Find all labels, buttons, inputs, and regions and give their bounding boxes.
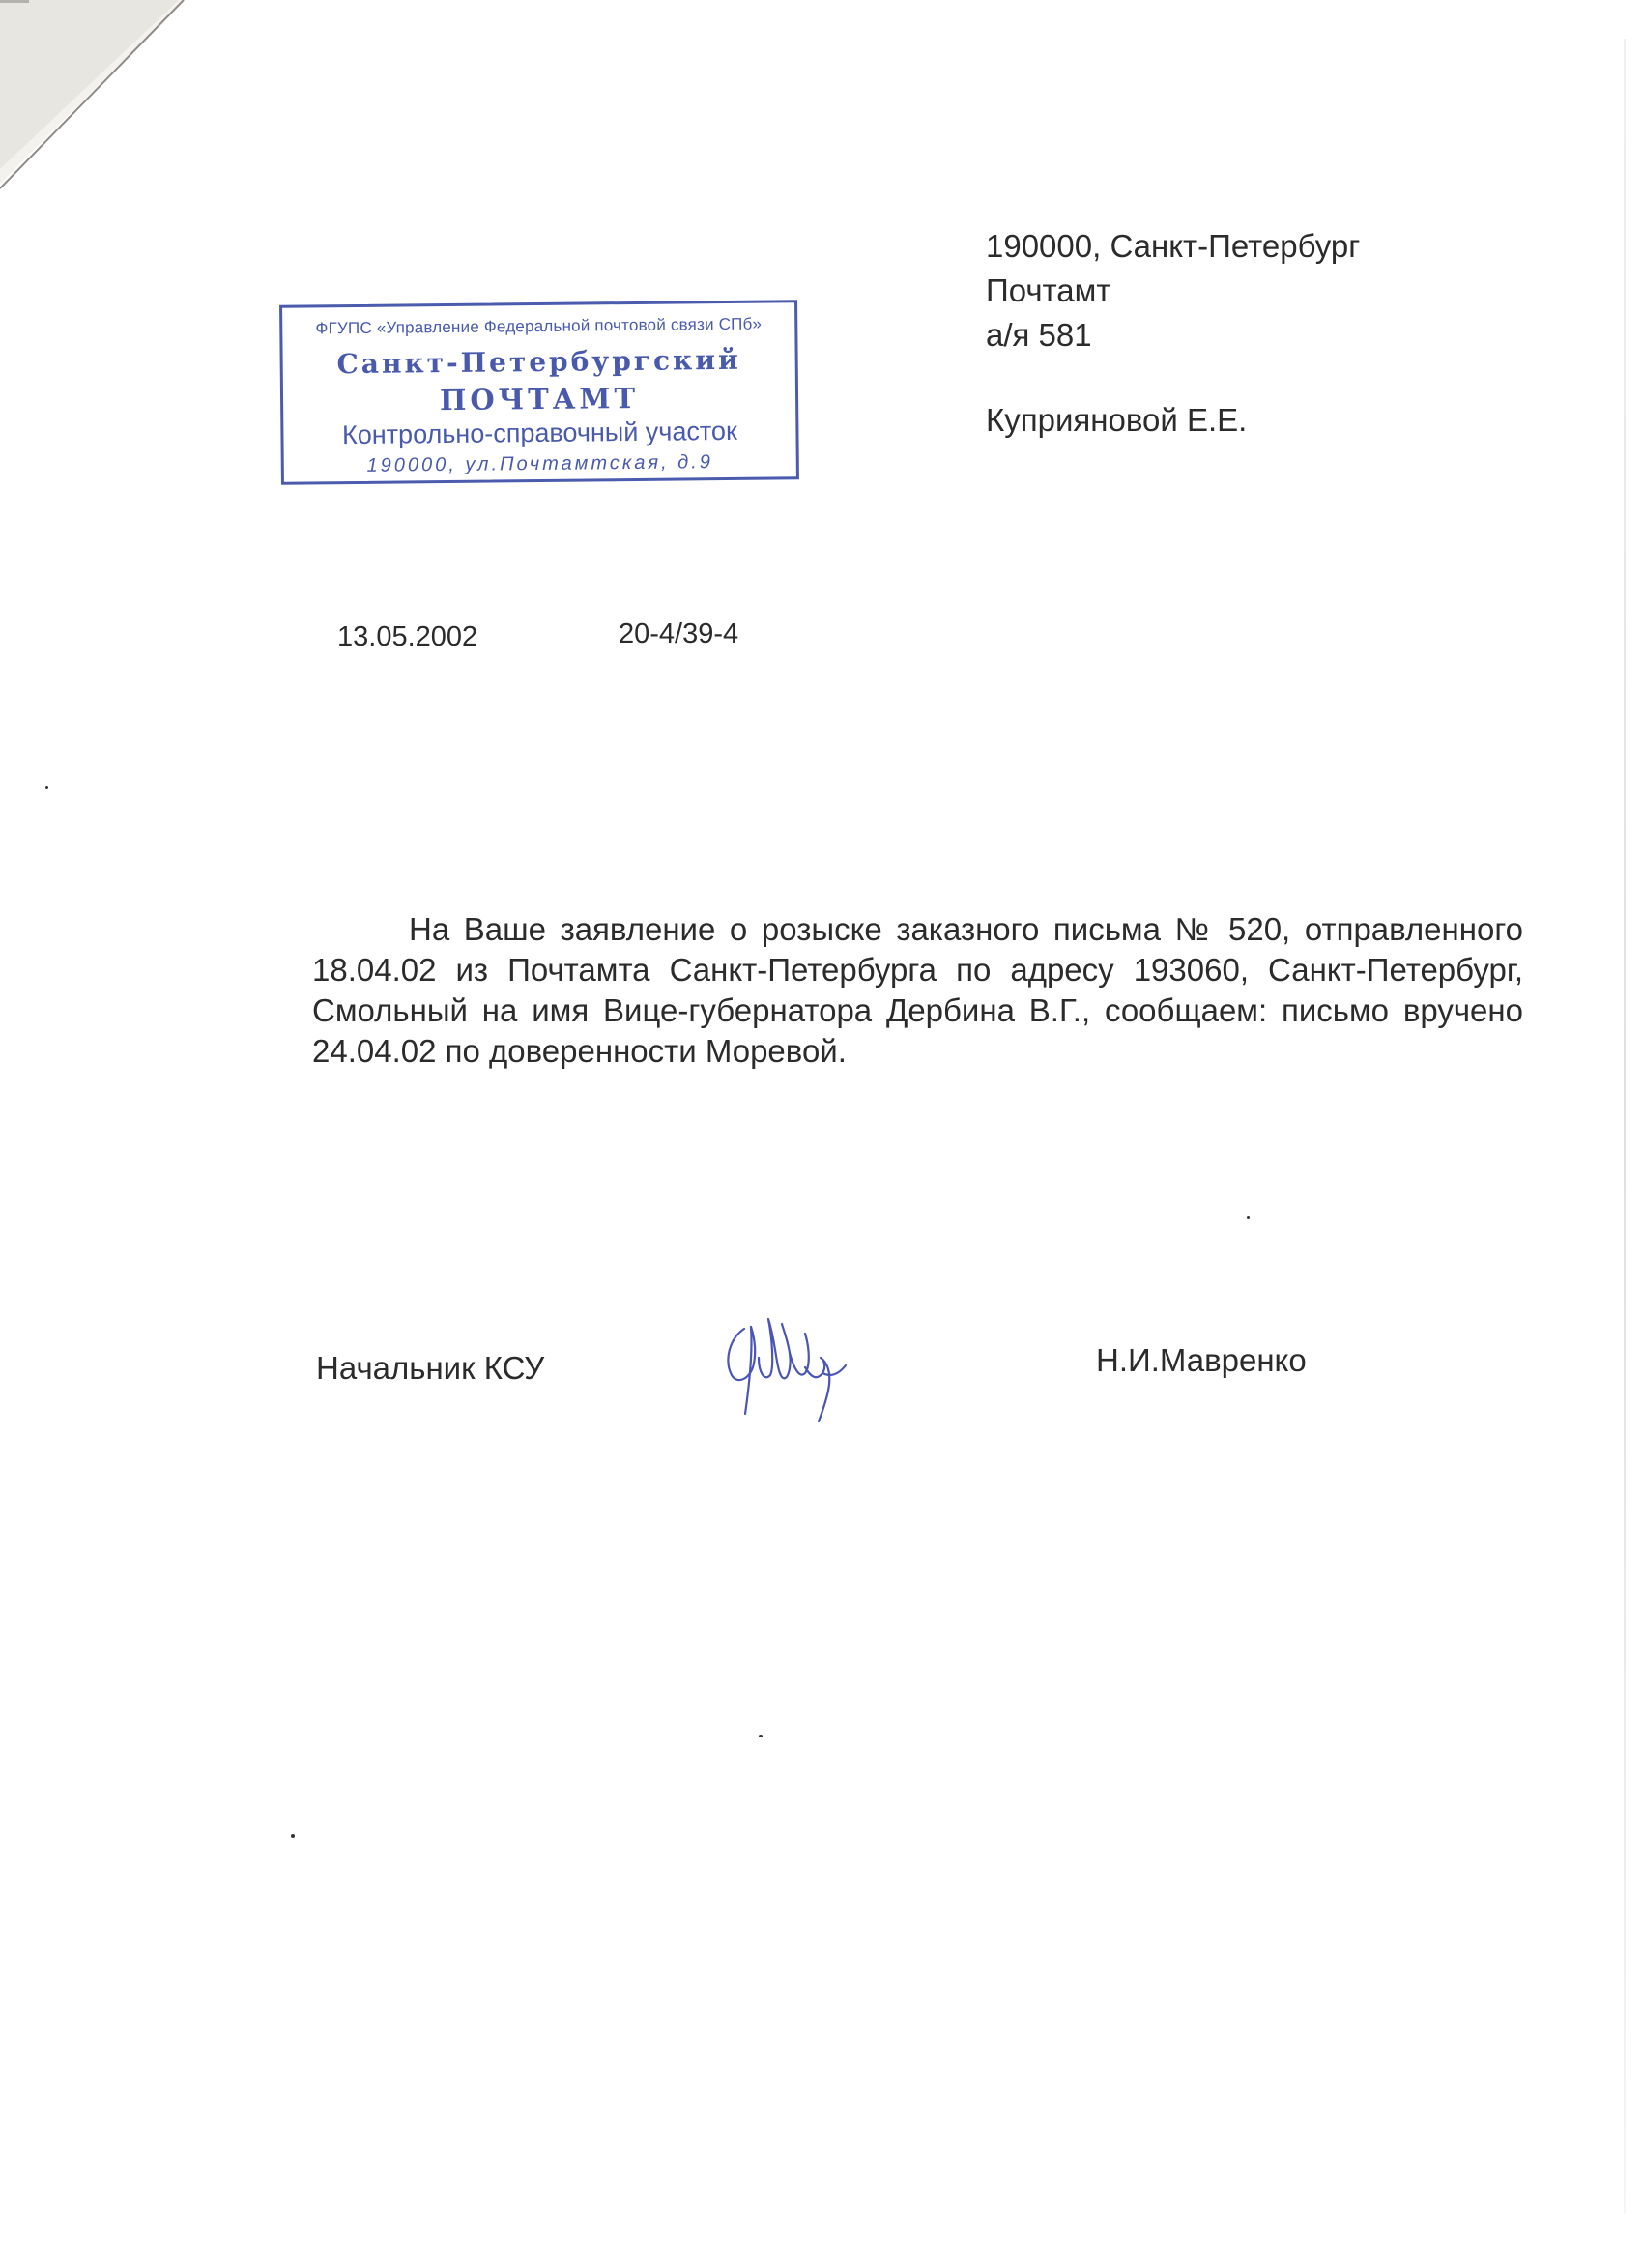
stamp-organization: ФГУПС «Управление Федеральной почтовой связи СПб» <box>315 314 763 338</box>
signatory-title: Начальник КСУ <box>316 1350 545 1386</box>
folded-corner <box>0 0 193 203</box>
office-stamp <box>279 300 799 485</box>
addressee-po-box: а/я 581 <box>986 317 1092 353</box>
stamp-city: Санкт-Петербургский <box>336 343 741 381</box>
paper-edge <box>1624 39 1626 2213</box>
paper-speck <box>45 786 48 789</box>
stamp-office: ПОЧТАМТ <box>439 381 640 417</box>
document-date: 13.05.2002 <box>337 621 478 652</box>
signatory-name: Н.И.Мавренко <box>1096 1342 1307 1378</box>
paper-speck <box>1247 1216 1250 1219</box>
addressee-post-office: Почтамт <box>986 273 1111 308</box>
addressee-postcode-city: 190000, Санкт-Петербург <box>986 228 1361 264</box>
addressee-recipient: Куприяновой Е.Е. <box>986 402 1248 438</box>
paper-speck <box>291 1834 295 1838</box>
stamp-department: Контрольно-справочный участок <box>341 416 737 450</box>
letter-body: На Ваше заявление о розыске заказного письма № 520, отправленного 18.04.02 из Почтамта Санкт-Петербурга по адресу 193060, Санкт-Петербург, Смольный на имя Вице-губернатора Дербина В.Г., сообщаем: письмо вручено 24.04.02 по доверенности Моревой. <box>312 911 1523 1069</box>
addressee-block <box>986 224 1360 443</box>
handwritten-signature <box>710 1300 865 1425</box>
stamp-address: 190000, ул.Почтамтская, д.9 <box>366 451 714 476</box>
paper-speck <box>759 1735 763 1737</box>
reference-number: 20-4/39-4 <box>619 618 739 649</box>
